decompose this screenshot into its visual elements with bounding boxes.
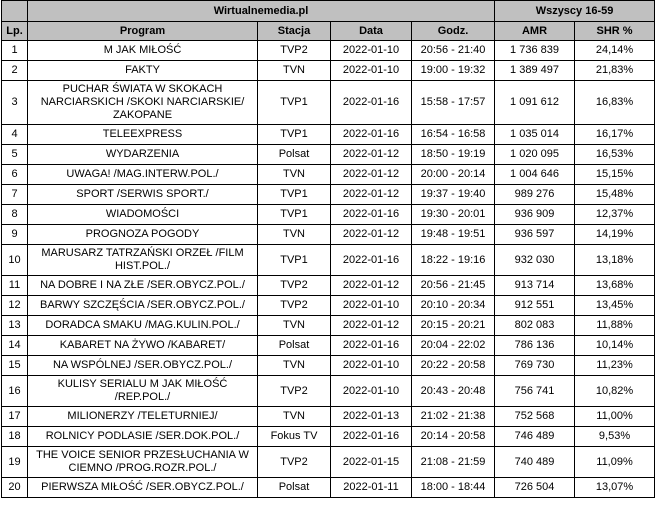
date-cell: 2022-01-16: [331, 427, 412, 447]
column-header-godz: Godz.: [412, 22, 495, 41]
date-cell: 2022-01-10: [331, 356, 412, 376]
program-cell: PIERWSZA MIŁOŚĆ /SER.OBYCZ.POL./: [28, 478, 258, 498]
station-cell: TVN: [258, 356, 331, 376]
rank-cell: 14: [2, 336, 28, 356]
station-cell: TVN: [258, 316, 331, 336]
shr-cell: 15,48%: [575, 185, 655, 205]
amr-cell: 752 568: [495, 407, 575, 427]
amr-cell: 802 083: [495, 316, 575, 336]
shr-cell: 10,82%: [575, 376, 655, 407]
rank-cell: 7: [2, 185, 28, 205]
time-cell: 20:43 - 20:48: [412, 376, 495, 407]
amr-cell: 936 597: [495, 225, 575, 245]
program-cell: SPORT /SERWIS SPORT./: [28, 185, 258, 205]
header-spacer: [2, 1, 28, 22]
amr-cell: 1 736 839: [495, 41, 575, 61]
rank-cell: 2: [2, 61, 28, 81]
rank-cell: 4: [2, 125, 28, 145]
station-cell: TVN: [258, 61, 331, 81]
time-cell: 19:48 - 19:51: [412, 225, 495, 245]
date-cell: 2022-01-12: [331, 276, 412, 296]
station-cell: TVP2: [258, 447, 331, 478]
date-cell: 2022-01-12: [331, 145, 412, 165]
date-cell: 2022-01-16: [331, 81, 412, 125]
rank-cell: 8: [2, 205, 28, 225]
table-row: [2, 245, 655, 276]
shr-cell: 15,15%: [575, 165, 655, 185]
date-cell: 2022-01-12: [331, 225, 412, 245]
station-cell: TVP2: [258, 276, 331, 296]
station-cell: TVP1: [258, 245, 331, 276]
amr-cell: 1 091 612: [495, 81, 575, 125]
table-row: [2, 427, 655, 447]
table-row: [2, 41, 655, 61]
station-cell: TVP1: [258, 125, 331, 145]
amr-cell: 989 276: [495, 185, 575, 205]
time-cell: 20:56 - 21:45: [412, 276, 495, 296]
amr-cell: 726 504: [495, 478, 575, 498]
date-cell: 2022-01-10: [331, 376, 412, 407]
date-cell: 2022-01-11: [331, 478, 412, 498]
shr-cell: 11,09%: [575, 447, 655, 478]
station-cell: TVN: [258, 407, 331, 427]
shr-cell: 11,23%: [575, 356, 655, 376]
station-cell: TVP2: [258, 41, 331, 61]
table-row: [2, 376, 655, 407]
station-cell: Polsat: [258, 145, 331, 165]
station-cell: TVP1: [258, 81, 331, 125]
program-cell: NA DOBRE I NA ZŁE /SER.OBYCZ.POL./: [28, 276, 258, 296]
table-row: [2, 336, 655, 356]
column-header-stacja: Stacja: [258, 22, 331, 41]
time-cell: 20:14 - 20:58: [412, 427, 495, 447]
table-row: [2, 165, 655, 185]
table-row: [2, 225, 655, 245]
date-cell: 2022-01-10: [331, 296, 412, 316]
column-header-shr: SHR %: [575, 22, 655, 41]
table-row: [2, 407, 655, 427]
column-header-data: Data: [331, 22, 412, 41]
station-cell: TVP1: [258, 185, 331, 205]
date-cell: 2022-01-16: [331, 336, 412, 356]
ratings-table: [1, 0, 655, 498]
time-cell: 21:02 - 21:38: [412, 407, 495, 427]
rank-cell: 1: [2, 41, 28, 61]
program-cell: M JAK MIŁOŚĆ: [28, 41, 258, 61]
program-cell: MARUSARZ TATRZAŃSKI ORZEŁ /FILM HIST.POL./: [28, 245, 258, 276]
source-header: Wirtualnemedia.pl: [28, 1, 495, 22]
shr-cell: 9,53%: [575, 427, 655, 447]
amr-cell: 1 389 497: [495, 61, 575, 81]
shr-cell: 10,14%: [575, 336, 655, 356]
station-cell: Polsat: [258, 478, 331, 498]
program-cell: KULISY SERIALU M JAK MIŁOŚĆ /REP.POL./: [28, 376, 258, 407]
group-header: Wszyscy 16-59: [495, 1, 655, 22]
table-row: [2, 447, 655, 478]
date-cell: 2022-01-16: [331, 205, 412, 225]
program-cell: NA WSPÓLNEJ /SER.OBYCZ.POL./: [28, 356, 258, 376]
station-cell: TVN: [258, 165, 331, 185]
program-cell: PROGNOZA POGODY: [28, 225, 258, 245]
shr-cell: 16,53%: [575, 145, 655, 165]
shr-cell: 11,00%: [575, 407, 655, 427]
rank-cell: 9: [2, 225, 28, 245]
amr-cell: 1 004 646: [495, 165, 575, 185]
rank-cell: 13: [2, 316, 28, 336]
amr-cell: 786 136: [495, 336, 575, 356]
program-cell: BARWY SZCZĘŚCIA /SER.OBYCZ.POL./: [28, 296, 258, 316]
date-cell: 2022-01-15: [331, 447, 412, 478]
program-cell: KABARET NA ŻYWO /KABARET/: [28, 336, 258, 356]
time-cell: 18:50 - 19:19: [412, 145, 495, 165]
table-row: [2, 296, 655, 316]
time-cell: 19:30 - 20:01: [412, 205, 495, 225]
date-cell: 2022-01-12: [331, 316, 412, 336]
amr-cell: 936 909: [495, 205, 575, 225]
program-cell: DORADCA SMAKU /MAG.KULIN.POL./: [28, 316, 258, 336]
table-row: [2, 276, 655, 296]
amr-cell: 1 020 095: [495, 145, 575, 165]
table-body: [2, 41, 655, 498]
table-row: [2, 145, 655, 165]
program-cell: TELEEXPRESS: [28, 125, 258, 145]
time-cell: 19:00 - 19:32: [412, 61, 495, 81]
program-cell: WYDARZENIA: [28, 145, 258, 165]
time-cell: 20:15 - 20:21: [412, 316, 495, 336]
table-row: [2, 205, 655, 225]
time-cell: 20:04 - 22:02: [412, 336, 495, 356]
rank-cell: 17: [2, 407, 28, 427]
program-cell: THE VOICE SENIOR PRZESŁUCHANIA W CIEMNO /PROG.ROZR.POL./: [28, 447, 258, 478]
station-cell: Polsat: [258, 336, 331, 356]
rank-cell: 6: [2, 165, 28, 185]
amr-cell: 756 741: [495, 376, 575, 407]
shr-cell: 16,17%: [575, 125, 655, 145]
table-row: [2, 478, 655, 498]
time-cell: 15:58 - 17:57: [412, 81, 495, 125]
table-row: [2, 81, 655, 125]
shr-cell: 13,07%: [575, 478, 655, 498]
rank-cell: 10: [2, 245, 28, 276]
program-cell: UWAGA! /MAG.INTERW.POL./: [28, 165, 258, 185]
table-header-row: [2, 22, 655, 41]
date-cell: 2022-01-16: [331, 125, 412, 145]
amr-cell: 746 489: [495, 427, 575, 447]
program-cell: WIADOMOŚCI: [28, 205, 258, 225]
column-header-program: Program: [28, 22, 258, 41]
rank-cell: 11: [2, 276, 28, 296]
shr-cell: 13,68%: [575, 276, 655, 296]
program-cell: MILIONERZY /TELETURNIEJ/: [28, 407, 258, 427]
amr-cell: 769 730: [495, 356, 575, 376]
shr-cell: 14,19%: [575, 225, 655, 245]
date-cell: 2022-01-12: [331, 185, 412, 205]
time-cell: 16:54 - 16:58: [412, 125, 495, 145]
date-cell: 2022-01-13: [331, 407, 412, 427]
amr-cell: 1 035 014: [495, 125, 575, 145]
column-header-lp: Lp.: [2, 22, 28, 41]
rank-cell: 18: [2, 427, 28, 447]
shr-cell: 12,37%: [575, 205, 655, 225]
station-cell: TVP2: [258, 296, 331, 316]
time-cell: 18:00 - 18:44: [412, 478, 495, 498]
program-cell: PUCHAR ŚWIATA W SKOKACH NARCIARSKICH /SKOKI NARCIARSKIE/ ZAKOPANE: [28, 81, 258, 125]
time-cell: 20:10 - 20:34: [412, 296, 495, 316]
rank-cell: 5: [2, 145, 28, 165]
rank-cell: 15: [2, 356, 28, 376]
table-row: [2, 185, 655, 205]
date-cell: 2022-01-12: [331, 165, 412, 185]
time-cell: 20:56 - 21:40: [412, 41, 495, 61]
shr-cell: 16,83%: [575, 81, 655, 125]
rank-cell: 20: [2, 478, 28, 498]
station-cell: Fokus TV: [258, 427, 331, 447]
rank-cell: 19: [2, 447, 28, 478]
table-row: [2, 61, 655, 81]
table-row: [2, 316, 655, 336]
table-header-row-top: [2, 1, 655, 22]
date-cell: 2022-01-10: [331, 61, 412, 81]
date-cell: 2022-01-16: [331, 245, 412, 276]
rank-cell: 16: [2, 376, 28, 407]
station-cell: TVP1: [258, 205, 331, 225]
time-cell: 20:00 - 20:14: [412, 165, 495, 185]
station-cell: TVN: [258, 225, 331, 245]
shr-cell: 21,83%: [575, 61, 655, 81]
shr-cell: 13,45%: [575, 296, 655, 316]
shr-cell: 11,88%: [575, 316, 655, 336]
station-cell: TVP2: [258, 376, 331, 407]
rank-cell: 3: [2, 81, 28, 125]
time-cell: 20:22 - 20:58: [412, 356, 495, 376]
program-cell: FAKTY: [28, 61, 258, 81]
shr-cell: 24,14%: [575, 41, 655, 61]
amr-cell: 740 489: [495, 447, 575, 478]
program-cell: ROLNICY PODLASIE /SER.DOK.POL./: [28, 427, 258, 447]
time-cell: 19:37 - 19:40: [412, 185, 495, 205]
amr-cell: 913 714: [495, 276, 575, 296]
column-header-amr: AMR: [495, 22, 575, 41]
table-row: [2, 125, 655, 145]
amr-cell: 912 551: [495, 296, 575, 316]
amr-cell: 932 030: [495, 245, 575, 276]
time-cell: 18:22 - 19:16: [412, 245, 495, 276]
time-cell: 21:08 - 21:59: [412, 447, 495, 478]
date-cell: 2022-01-10: [331, 41, 412, 61]
shr-cell: 13,18%: [575, 245, 655, 276]
table-row: [2, 356, 655, 376]
rank-cell: 12: [2, 296, 28, 316]
